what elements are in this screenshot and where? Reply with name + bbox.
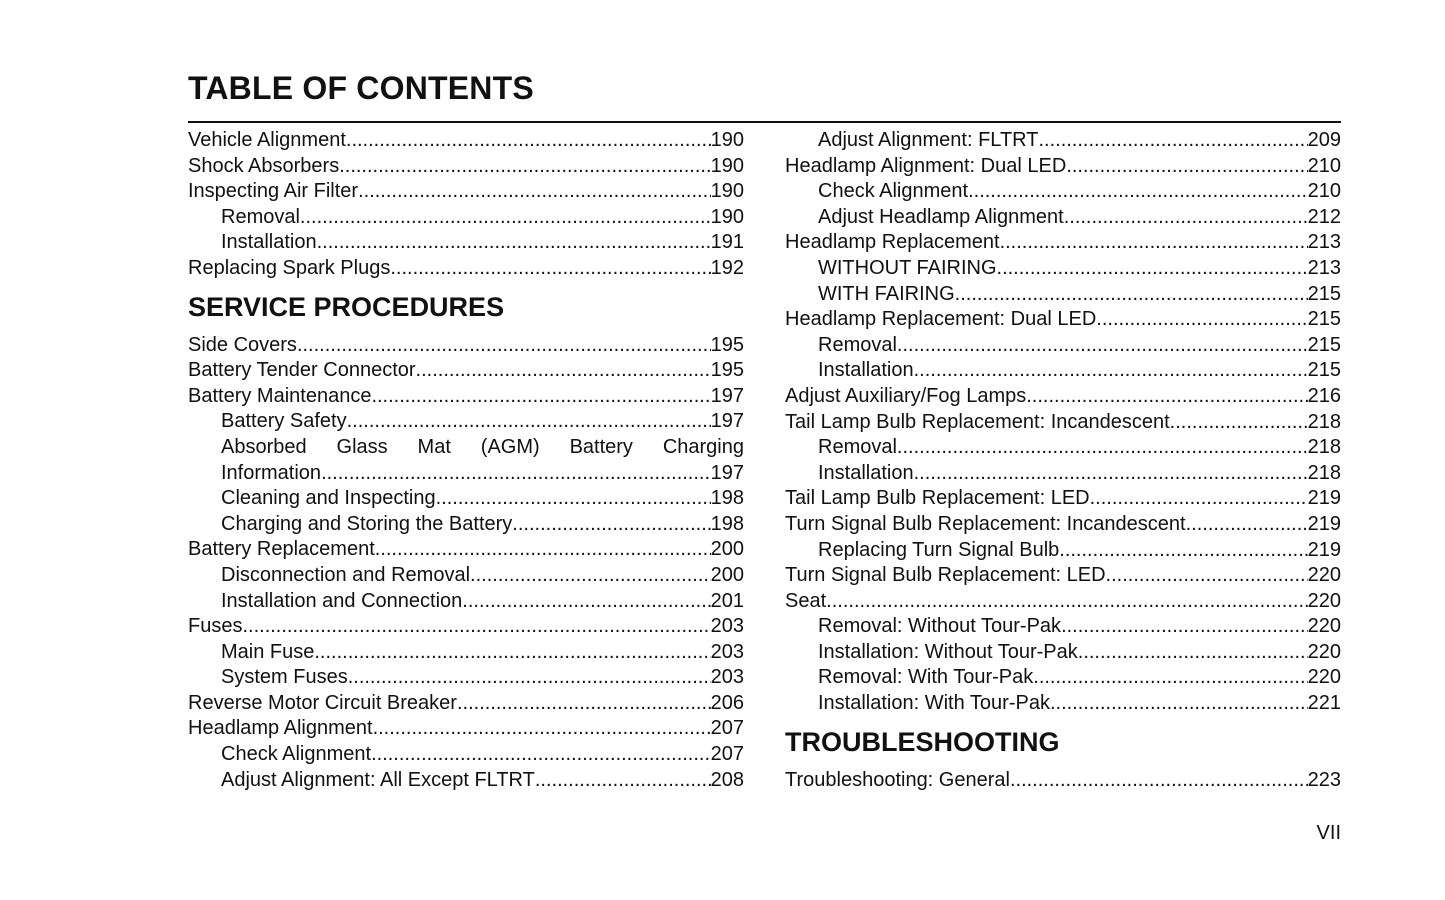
toc-entry-label: Removal: Without Tour-Pak [818, 615, 1062, 638]
toc-entry-page: 195 [710, 359, 744, 382]
toc-entry-page: 221 [1307, 692, 1341, 715]
dot-leader [1066, 154, 1307, 180]
dot-leader [1096, 307, 1307, 333]
dot-leader [1026, 384, 1307, 410]
toc-entry-label: Headlamp Alignment [188, 717, 373, 740]
dot-leader [1050, 691, 1308, 717]
toc-right-column [785, 128, 1341, 793]
toc-entry-agm-line1[interactable]: Absorbed Glass Mat (AGM) Battery Charging [221, 435, 744, 458]
dot-leader [371, 742, 711, 768]
dot-leader [348, 665, 711, 691]
dot-leader [1059, 538, 1307, 564]
toc-entry[interactable] [188, 768, 744, 794]
toc-entry-page: 210 [1307, 154, 1341, 177]
toc-entry-page: 219 [1307, 512, 1341, 535]
toc-entry[interactable] [785, 486, 1341, 512]
title-rule [188, 121, 1341, 123]
dot-leader [1061, 614, 1308, 640]
toc-entry-page: 203 [710, 615, 744, 638]
toc-entry-label: Battery Tender Connector [188, 359, 416, 382]
toc-entry[interactable] [785, 154, 1341, 180]
dot-leader [512, 512, 710, 538]
toc-entry-page: 197 [710, 410, 744, 433]
toc-entry-page: 190 [710, 180, 744, 203]
dot-leader [375, 537, 711, 563]
toc-entry[interactable] [785, 461, 1341, 487]
toc-entry-page: 218 [1307, 436, 1341, 459]
dot-leader [1186, 512, 1308, 538]
toc-entry-page: 207 [710, 743, 744, 766]
dot-leader [1106, 563, 1308, 589]
toc-entry[interactable] [188, 512, 744, 538]
dot-leader [914, 461, 1308, 487]
dot-leader [416, 358, 711, 384]
dot-leader [317, 230, 711, 256]
dot-leader [436, 486, 711, 512]
toc-entry[interactable] [188, 333, 744, 359]
toc-entry[interactable] [785, 333, 1341, 359]
toc-entry-page: 212 [1307, 205, 1341, 228]
toc-entry-label: Installation: With Tour-Pak [818, 692, 1050, 715]
toc-entry-label: Cleaning and Inspecting [221, 487, 436, 510]
toc-entry[interactable] [188, 230, 744, 256]
dot-leader [358, 179, 711, 205]
toc-entry-page: 200 [710, 538, 744, 561]
toc-entry-label: Replacing Spark Plugs [188, 256, 391, 279]
toc-entry[interactable] [785, 179, 1341, 205]
toc-entry-label: Installation [221, 231, 317, 254]
toc-entry-label: Tail Lamp Bulb Replacement: LED [785, 487, 1090, 510]
dot-leader [242, 614, 710, 640]
dot-leader [997, 256, 1308, 282]
toc-entry-page: 215 [1307, 308, 1341, 331]
toc-entry[interactable] [785, 640, 1341, 666]
toc-entry[interactable] [785, 512, 1341, 538]
toc-entry[interactable] [188, 665, 744, 691]
section-heading: SERVICE PROCEDURES [188, 291, 505, 322]
toc-entry[interactable] [785, 384, 1341, 410]
toc-entry-page: 220 [1307, 589, 1341, 612]
dot-leader [1010, 768, 1308, 794]
toc-entry-page: 220 [1307, 666, 1341, 689]
toc-entry[interactable] [785, 563, 1341, 589]
toc-entry[interactable] [188, 409, 744, 435]
toc-entry-page: 208 [710, 768, 744, 791]
dot-leader [1000, 230, 1308, 256]
toc-entry-label: Installation: Without Tour-Pak [818, 640, 1078, 663]
dot-leader [535, 768, 711, 794]
toc-entry[interactable] [188, 128, 744, 154]
toc-entry[interactable] [785, 205, 1341, 231]
toc-entry-label: WITHOUT FAIRING [818, 256, 997, 279]
dot-leader [1090, 486, 1308, 512]
toc-left-column [188, 128, 744, 793]
toc-entry-label: Adjust Headlamp Alignment [818, 205, 1064, 228]
dot-leader [1064, 205, 1308, 231]
section-heading: TROUBLESHOOTING [785, 726, 1060, 757]
dot-leader [339, 154, 710, 180]
dot-leader [826, 589, 1307, 615]
toc-entry-page: 209 [1307, 129, 1341, 151]
toc-entry-label: Headlamp Replacement: Dual LED [785, 308, 1097, 331]
toc-entry-page: 213 [1307, 256, 1341, 279]
toc-entry-label: Replacing Turn Signal Bulb [818, 538, 1060, 561]
dot-leader [347, 409, 711, 435]
toc-entry-label: Troubleshooting: General [785, 768, 1010, 791]
toc-entry[interactable] [188, 614, 744, 640]
toc-entry-label: Inspecting Air Filter [188, 180, 359, 203]
toc-entry-page: 197 [710, 461, 744, 484]
toc-entry[interactable] [785, 128, 1341, 154]
toc-entry-page: 220 [1307, 615, 1341, 638]
toc-entry-page: 220 [1307, 564, 1341, 587]
toc-entry-page: 203 [710, 666, 744, 689]
dot-leader [300, 205, 711, 231]
toc-entry-page: 216 [1307, 384, 1341, 407]
toc-entry[interactable] [785, 538, 1341, 564]
toc-entry[interactable] [785, 691, 1341, 717]
toc-entry[interactable] [188, 716, 744, 742]
toc-entry-page: 215 [1307, 359, 1341, 382]
toc-entry-page: 197 [710, 384, 744, 407]
toc-entry-label: Battery Safety [221, 410, 347, 433]
toc-entry[interactable] [188, 742, 744, 768]
toc-entry[interactable] [785, 589, 1341, 615]
toc-entry-label: Battery Replacement [188, 538, 375, 561]
toc-entry-page: 210 [1307, 180, 1341, 203]
toc-entry[interactable] [785, 768, 1341, 794]
toc-entry-page: 218 [1307, 461, 1341, 484]
toc-entry-page: 191 [710, 231, 744, 254]
toc-entry-label: Charging and Storing the Battery [221, 512, 513, 535]
dot-leader [1033, 665, 1307, 691]
dot-leader [1078, 640, 1308, 666]
toc-entry[interactable] [188, 384, 744, 410]
dot-leader [897, 435, 1308, 461]
toc-entry[interactable] [785, 358, 1341, 384]
dot-leader [373, 716, 711, 742]
toc-entry-label: Shock Absorbers [188, 154, 340, 177]
dot-leader [968, 179, 1308, 205]
toc-entry[interactable] [188, 589, 744, 615]
toc-entry-page: 213 [1307, 231, 1341, 254]
toc-entry-label: System Fuses [221, 666, 348, 689]
toc-entry[interactable] [188, 358, 744, 384]
toc-entry[interactable] [188, 691, 744, 717]
page-number: VII [1316, 822, 1341, 844]
toc-entry-page: 190 [710, 205, 744, 228]
toc-entry-page: 219 [1307, 487, 1341, 510]
toc-entry-page: 195 [710, 333, 744, 356]
toc-entry-label: Check Alignment [818, 180, 969, 203]
dot-leader [321, 461, 711, 487]
toc-entry[interactable] [188, 537, 744, 563]
toc-entry-label: Battery Maintenance [188, 384, 372, 407]
toc-entry-page: 206 [710, 691, 744, 714]
toc-entry[interactable] [785, 307, 1341, 333]
toc-entry-page: 220 [1307, 640, 1341, 663]
toc-entry[interactable] [785, 230, 1341, 256]
toc-entry[interactable] [188, 461, 744, 487]
toc-entry-label: Adjust Alignment: FLTRT [818, 129, 1039, 151]
toc-entry-page: 207 [710, 717, 744, 740]
toc-entry[interactable] [188, 205, 744, 231]
toc-entry-page: 215 [1307, 282, 1341, 305]
toc-entry[interactable] [785, 435, 1341, 461]
toc-entry-page: 203 [710, 640, 744, 663]
toc-entry-page: 200 [710, 563, 744, 586]
toc-entry-page: 190 [710, 129, 744, 151]
toc-entry-label: Tail Lamp Bulb Replacement: Incandescent [785, 410, 1170, 433]
toc-entry-label: Seat [785, 589, 827, 612]
dot-leader [1170, 410, 1308, 436]
dot-leader [897, 333, 1308, 359]
toc-entry-page: 215 [1307, 333, 1341, 356]
toc-entry-label: Side Covers [188, 333, 297, 356]
toc-entry-label: Disconnection and Removal [221, 563, 471, 586]
toc-entry-page: 218 [1307, 410, 1341, 433]
toc-entry-label: Fuses [188, 615, 243, 638]
dot-leader [470, 563, 711, 589]
toc-entry-label: Installation and Connection [221, 589, 463, 612]
toc-entry-label: Installation [818, 461, 914, 484]
toc-entry-label: Information [221, 461, 322, 484]
toc-entry-label: Main Fuse [221, 640, 315, 663]
dot-leader [371, 384, 710, 410]
toc-entry-label: WITH FAIRING [818, 282, 955, 305]
toc-entry[interactable] [785, 282, 1341, 308]
dot-leader [955, 282, 1308, 308]
toc-entry-label: Removal [818, 333, 897, 356]
page-title: TABLE OF CONTENTS [188, 70, 534, 106]
toc-entry-label: Vehicle Alignment [188, 129, 346, 151]
dot-leader [914, 358, 1308, 384]
toc-entry[interactable] [188, 256, 744, 282]
dot-leader [297, 333, 711, 359]
dot-leader [462, 589, 710, 615]
toc-entry[interactable] [188, 563, 744, 589]
toc-entry-page: 198 [710, 512, 744, 535]
dot-leader [457, 691, 711, 717]
toc-entry-label: Headlamp Alignment: Dual LED [785, 154, 1067, 177]
toc-entry-page: 223 [1307, 768, 1341, 791]
toc-entry[interactable] [188, 486, 744, 512]
toc-entry-label: Turn Signal Bulb Replacement: Incandescent [785, 512, 1186, 535]
toc-entry-page: 192 [710, 256, 744, 279]
dot-leader [314, 640, 710, 666]
toc-entry-label: Check Alignment [221, 743, 372, 766]
toc-entry-label: Removal [221, 205, 300, 228]
toc-entry-label: Adjust Auxiliary/Fog Lamps [785, 384, 1027, 407]
toc-entry-label: Installation [818, 359, 914, 382]
toc-entry[interactable] [785, 614, 1341, 640]
toc-entry-label: Removal: With Tour-Pak [818, 666, 1034, 689]
toc-entry-label: Headlamp Replacement [785, 231, 1000, 254]
toc-entry-label: Reverse Motor Circuit Breaker [188, 691, 457, 714]
toc-entry[interactable] [188, 179, 744, 205]
toc-entry[interactable] [785, 665, 1341, 691]
toc-entry-label: Removal [818, 436, 897, 459]
toc-entry-page: 190 [710, 154, 744, 177]
dot-leader [346, 128, 711, 154]
toc-entry[interactable] [785, 410, 1341, 436]
toc-entry[interactable] [785, 256, 1341, 282]
toc-entry[interactable] [188, 640, 744, 666]
toc-entry[interactable] [188, 154, 744, 180]
toc-entry-page: 198 [710, 487, 744, 510]
toc-entry-label: Adjust Alignment: All Except FLTRT [221, 768, 535, 791]
dot-leader [390, 256, 710, 282]
toc-entry-page: 219 [1307, 538, 1341, 561]
toc-entry-label: Turn Signal Bulb Replacement: LED [785, 564, 1106, 587]
dot-leader [1038, 128, 1307, 154]
toc-entry-page: 201 [710, 589, 744, 612]
